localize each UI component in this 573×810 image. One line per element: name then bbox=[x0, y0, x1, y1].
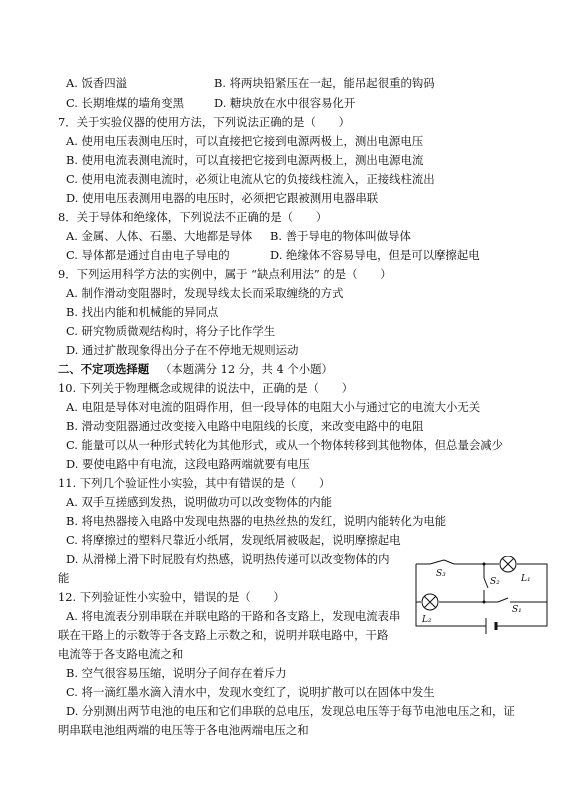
section-two-heading: 二、不定项选择题 bbox=[58, 362, 150, 376]
q12-stem: 12. 下列验证性小实验中，错误的是（ ） bbox=[58, 590, 285, 604]
label-l2: L₂ bbox=[422, 615, 432, 625]
q6-option-b: B. 将两块铅紧压在一起，能吊起很重的钩码 bbox=[214, 76, 435, 90]
q11-option-a: A. 双手互搓感到发热，说明做功可以改变物体的内能 bbox=[66, 495, 333, 509]
q8-option-a: A. 金属、人体、石墨、大地都是导体 bbox=[66, 229, 253, 243]
q12-option-a-continued-2: 电流等于各支路电流之和 bbox=[58, 647, 184, 661]
q6-option-d: D. 糖块放在水中很容易化开 bbox=[214, 96, 356, 110]
battery-icon bbox=[486, 618, 496, 634]
q11-option-d: D. 从滑梯上滑下时屁股有灼热感，说明热传递可以改变物体的内 bbox=[66, 552, 390, 566]
lamp-l1-icon bbox=[500, 556, 516, 572]
q9-stem: 9．下列运用科学方法的实例中，属于 “缺点利用法” 的是（ ） bbox=[58, 267, 392, 281]
q8-stem: 8．关于导体和绝缘体，下列说法不正确的是（ ） bbox=[58, 210, 328, 224]
q12-option-d: D. 分别测出两节电池的电压和它们串联的总电压，发现总电压等于每节电池电压之和，证 bbox=[66, 704, 515, 718]
q10-stem: 10. 下列关于物理概念或规律的说法中，正确的是（ ） bbox=[58, 381, 354, 395]
q7-option-d: D. 使用电压表测用电器的电压时，必须把它跟被测用电器串联 bbox=[66, 191, 379, 205]
q12-option-b: B. 空气很容易压缩，说明分子间存在着斥力 bbox=[66, 666, 287, 680]
section-two-points: （本题满分 12 分，共 4 个小题） bbox=[160, 362, 333, 376]
q11-option-c: C. 将摩擦过的塑料尺靠近小纸屑，发现纸屑被吸起，说明摩擦起电 bbox=[66, 533, 401, 547]
q7-option-b: B. 使用电流表测电流时，可以直接把它接到电源两极上，测出电源电流 bbox=[66, 153, 424, 167]
q12-option-a: A. 将电流表分别串联在并联电路的干路和各支路上，发现电流表串 bbox=[66, 609, 401, 623]
q7-option-a: A. 使用电压表测电压时，可以直接把它接到电源两极上，测出电源电压 bbox=[66, 134, 424, 148]
label-l1: L₁ bbox=[521, 574, 531, 584]
lamp-l2-icon bbox=[422, 594, 438, 610]
q7-stem: 7．关于实验仪器的使用方法，下列说法正确的是（ ） bbox=[58, 115, 351, 129]
q9-option-d: D. 通过扩散现象得出分子在不停地无规则运动 bbox=[66, 343, 299, 357]
q7-option-c: C. 使用电流表测电流时，必须让电流从它的负接线柱流入，正接线柱流出 bbox=[66, 172, 435, 186]
q12-option-c: C. 将一滴红墨水滴入清水中，发现水变红了，说明扩散可以在固体中发生 bbox=[66, 685, 435, 699]
q8-option-c: C. 导体都是通过自由电子导电的 bbox=[66, 248, 230, 262]
label-s2: S₂ bbox=[490, 577, 500, 587]
q8-option-d: D. 绝缘体不容易导电，但是可以摩擦起电 bbox=[270, 248, 480, 262]
q9-option-a: A. 制作滑动变阻器时，发现导线太长而采取缠绕的方式 bbox=[66, 286, 344, 300]
q6-option-a: A. 饭香四溢 bbox=[66, 76, 128, 90]
q10-option-a: A. 电阻是导体对电流的阻碍作用，但一段导体的电阻大小与通过它的电流大小无关 bbox=[66, 400, 481, 414]
switch-s3-wire bbox=[430, 560, 444, 564]
q10-option-d: D. 要使电路中有电流，这段电路两端就要有电压 bbox=[66, 457, 310, 471]
q9-option-c: C. 研究物质微观结构时，将分子比作学生 bbox=[66, 324, 276, 338]
q11-stem: 11. 下列几个验证性小实验，其中有错误的是（ ） bbox=[58, 476, 331, 490]
q12-option-a-continued-1: 联在干路上的示数等于各支路上示数之和，说明并联电路中，干路 bbox=[58, 628, 389, 642]
circuit-diagram bbox=[414, 556, 554, 636]
q12-option-d-continued: 明串联电池组两端的电压等于各电池两端电压之和 bbox=[58, 723, 309, 737]
q11-option-d-continued: 能 bbox=[58, 571, 70, 585]
label-s1: S₁ bbox=[512, 605, 522, 615]
q9-option-b: B. 找出内能和机械能的异同点 bbox=[66, 305, 219, 319]
q11-option-b: B. 将电热器接入电路中发现电热器的电热丝热的发红，说明内能转化为电能 bbox=[66, 514, 447, 528]
q10-option-c: C. 能量可以从一种形式转化为其他形式，或从一个物体转移到其他物体，但总量会减少 bbox=[66, 438, 504, 452]
label-s3: S₃ bbox=[436, 569, 446, 579]
q6-option-c: C. 长期堆煤的墙角变黑 bbox=[66, 96, 185, 110]
q10-option-b: B. 滑动变阻器通过改变接入电路中电阻线的长度，来改变电路中的电阻 bbox=[66, 419, 424, 433]
middle-branch-wire bbox=[484, 564, 488, 602]
q8-option-b: B. 善于导电的物体叫做导体 bbox=[270, 229, 411, 243]
